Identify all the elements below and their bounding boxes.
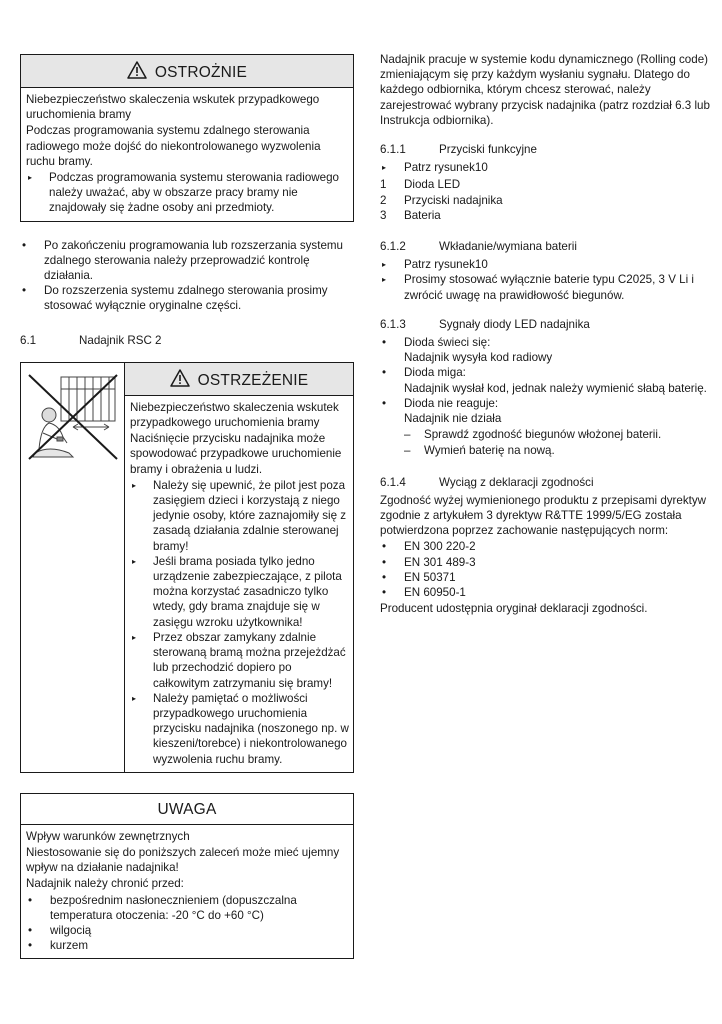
list-item: 3 Bateria — [380, 208, 441, 222]
list-item: • EN 301 489-3 — [382, 555, 476, 569]
arrow-bullet-icon: ▸ — [132, 632, 137, 642]
declaration-text: Zgodność wyżej wymienionego produktu z przepisami dyrektyw zgodnie z artykułem 3 dyrektyw R&TTE 1999/5/EG została potwierdzona poprzez zachowanie następujących norm: — [380, 493, 707, 538]
list-item: 1 Dioda LED — [380, 178, 461, 192]
arrow-bullet-icon: ▸ — [382, 260, 387, 270]
notice-title: UWAGA — [157, 800, 217, 818]
caution-text: Podczas programowania systemu zdalnego sterowania radiowego może dojść do niekontrolowanego wyzwolenia ruchu bramy. — [26, 124, 321, 168]
list-item: – Sprawdź zgodność biegunów włożonej baterii. — [404, 428, 662, 442]
list-item: • Do rozszerzenia systemu zdalnego sterowania prosimy stosować wyłącznie oryginalne części. — [22, 284, 328, 313]
warning-triangle-icon — [127, 61, 147, 79]
right-column — [380, 52, 710, 617]
list-item: • wilgocią — [28, 923, 92, 937]
warning-triangle-icon — [170, 369, 190, 387]
arrow-bullet-icon: ▸ — [132, 693, 137, 703]
notice-text: Niestosowanie się do poniższych zaleceń może mieć ujemny wpływ na działanie nadajnika! — [26, 845, 340, 875]
list-item: • kurzem — [28, 939, 89, 953]
left-column — [20, 54, 354, 959]
list-item: • Po zakończeniu programowania lub rozszerzania systemu zdalnego sterowania należy przeprowadzić kontrolę działania. — [22, 238, 344, 283]
warning-item: ▸ Jeśli brama posiada tylko jedno urządzenie zabezpieczające, z pilota można korzystać zasadniczo tylko wtedy, gdy brama znajduje się w zasięgu wzroku użytkownika! — [132, 554, 342, 629]
list-item: • Dioda miga: Nadajnik wysłał kod, jednak należy wymienić słabą baterię. — [382, 366, 707, 395]
warning-subtitle: Niebezpieczeństwo skaleczenia wskutek przypadkowego uruchomienia bramy — [130, 400, 339, 430]
declaration-footer: Producent udostępnia oryginał deklaracji zgodności. — [380, 602, 648, 616]
list-item: ▸ Prosimy stosować wyłącznie baterie typu C2025, 3 V Li i zwrócić uwagę na prawidłowość biegunów. — [382, 273, 694, 302]
section-heading-6-1-2: 6.1.2 Wkładanie/wymiana baterii — [380, 240, 577, 254]
caution-box — [20, 54, 354, 222]
caution-item: ▸ Podczas programowania systemu sterowania radiowego należy uważać, aby w obszarze pracy bramy nie znajdowały się żadne osoby ani przedmioty. — [28, 171, 339, 215]
list-item: 2 Przyciski nadajnika — [380, 193, 503, 207]
warning-text: Naciśnięcie przycisku nadajnika może spowodować przypadkowe uruchomienie bramy i obrażenia u ludzi. — [130, 432, 342, 476]
caution-subtitle: Niebezpieczeństwo skaleczenia wskutek przypadkowego uruchomienia bramy — [26, 93, 320, 122]
arrow-bullet-icon: ▸ — [132, 480, 137, 490]
notice-text: Nadajnik należy chronić przed: — [26, 877, 184, 891]
caution-title: OSTROŻNIE — [154, 64, 248, 81]
notice-subtitle: Wpływ warunków zewnętrznych — [26, 829, 190, 843]
arrow-bullet-icon: ▸ — [382, 275, 387, 285]
warning-title: OSTRZEŻENIE — [197, 371, 309, 389]
notice-box — [20, 793, 354, 960]
section-heading-6-1-3: 6.1.3 Sygnały diody LED nadajnika — [380, 317, 590, 331]
list-item: • EN 60950-1 — [382, 586, 466, 600]
list-item: • EN 300 220-2 — [382, 540, 476, 554]
left-bullet-list — [20, 238, 354, 314]
list-item: • Dioda nie reaguje: Nadajnik nie działa — [382, 396, 502, 426]
warning-item: ▸ Przez obszar zamykany zdalnie sterowaną bramą można przejeżdżać lub przechodzić dopiero po całkowitym zatrzymaniu się bramy! — [132, 630, 346, 690]
list-item: – Wymień baterię na nową. — [404, 444, 555, 458]
warning-box — [20, 362, 354, 773]
list-item: ▸ Patrz rysunek10 — [382, 161, 488, 175]
child-with-remote-prohibited-icon — [21, 367, 123, 465]
list-item: • bezpośrednim nasłonecznieniem (dopuszczalna temperatura otoczenia: -20 °C do +60 °C) — [28, 893, 297, 922]
list-item: • EN 50371 — [382, 570, 456, 584]
warning-pictogram — [21, 363, 125, 772]
warning-item: ▸ Należy pamiętać o możliwości przypadkowego uruchomienia przycisku nadajnika (noszonego np. w kieszeni/torebce) i niekontrolowanego wyzwolenia ruchu bramy. — [132, 691, 349, 766]
caution-header — [21, 55, 353, 88]
arrow-bullet-icon: ▸ — [382, 163, 387, 173]
list-item: • Dioda świeci się: Nadajnik wysyła kod radiowy — [382, 336, 553, 365]
warning-header — [125, 363, 353, 396]
notice-header — [21, 794, 353, 825]
warning-item: ▸ Należy się upewnić, że pilot jest poza zasięgiem dzieci i korzystają z niego jedynie osoby, które zaznajomiły się z zasadą działania zdalnie sterowanej bramy! — [132, 478, 347, 553]
intro-paragraph: Nadajnik pracuje w systemie kodu dynamicznego (Rolling code) zmieniającym się przy każdym wysłaniu sygnału. Dlatego do każdego odbiornika, którym chcesz sterować, należy zarejestrować wybrany przycisk nadajnika (patrz rozdział 6.3 lub Instrukcja odbiornika). — [380, 53, 710, 127]
section-heading-6-1-4: 6.1.4 Wyciąg z deklaracji zgodności — [380, 475, 594, 489]
list-item: ▸ Patrz rysunek10 — [382, 258, 488, 272]
section-heading-6-1-1: 6.1.1 Przyciski funkcyjne — [380, 143, 537, 157]
arrow-bullet-icon: ▸ — [132, 556, 137, 566]
arrow-bullet-icon: ▸ — [28, 173, 33, 183]
section-heading-6-1: 6.1 Nadajnik RSC 2 — [20, 333, 162, 347]
